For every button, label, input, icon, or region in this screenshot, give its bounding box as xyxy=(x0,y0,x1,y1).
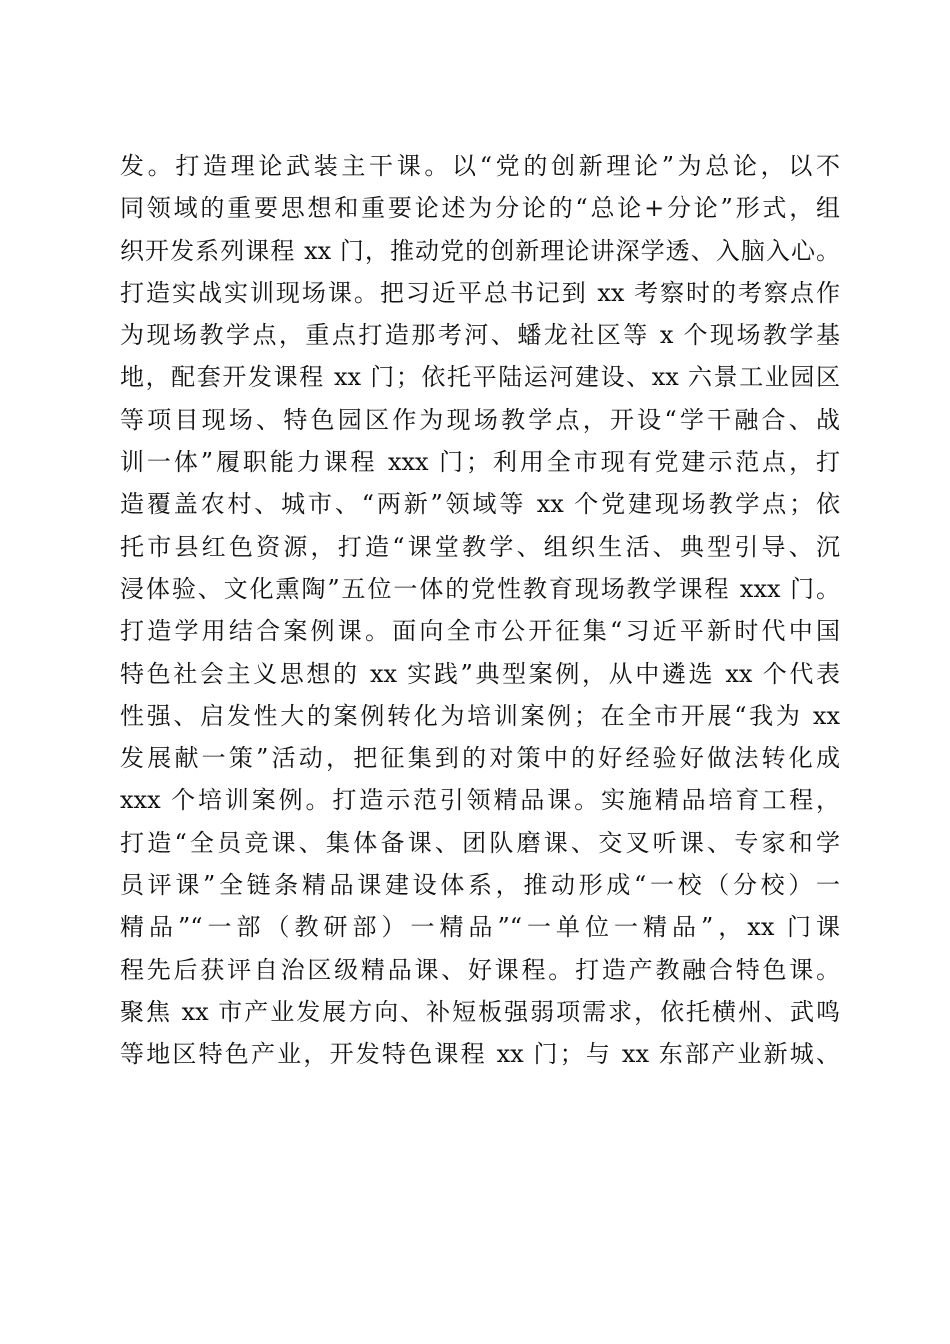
text-line-22: 等地区特色产业，开发特色课程 xx 门；与 xx 东部产业新城、 xyxy=(120,1040,840,1069)
text-line-11: 浸体验、文化熏陶”五位一体的党性教育现场教学课程 xxx 门。 xyxy=(120,574,840,603)
text-line-16: xxx 个培训案例。打造示范引领精品课。实施精品培育工程， xyxy=(120,786,840,815)
text-line-18: 员评课”全链条精品课建设体系，推动形成“一校（分校）一 xyxy=(120,871,840,900)
text-line-21: 聚焦 xx 市产业发展方向、补短板强弱项需求，依托横州、武鸣 xyxy=(120,997,840,1026)
text-line-17: 打造“全员竞课、集体备课、团队磨课、交叉听课、专家和学 xyxy=(120,828,840,857)
text-line-8: 训一体”履职能力课程 xxx 门；利用全市现有党建示范点，打 xyxy=(120,448,840,477)
text-line-3: 织开发系列课程 xx 门，推动党的创新理论讲深学透、入脑入心。 xyxy=(120,236,840,265)
text-line-6: 地，配套开发课程 xx 门；依托平陆运河建设、xx 六景工业园区 xyxy=(120,363,840,392)
text-line-7: 等项目现场、特色园区作为现场教学点，开设“学干融合、战 xyxy=(120,405,840,434)
body-paragraph xyxy=(120,145,840,1076)
text-line-20: 程先后获评自治区级精品课、好课程。打造产教融合特色课。 xyxy=(120,955,840,984)
text-line-2: 同领域的重要思想和重要论述为分论的“总论+分论”形式，组 xyxy=(120,194,840,223)
text-line-1: 发。打造理论武装主干课。以“党的创新理论”为总论，以不 xyxy=(120,152,840,180)
text-line-19: 精品”“一部（教研部）一精品”“一单位一精品”，xx 门课 xyxy=(120,913,840,942)
text-line-5: 为现场教学点，重点打造那考河、蟠龙社区等 x 个现场教学基 xyxy=(120,321,840,350)
text-line-14: 性强、启发性大的案例转化为培训案例；在全市开展“我为 xx xyxy=(120,701,840,730)
text-line-12: 打造学用结合案例课。面向全市公开征集“习近平新时代中国 xyxy=(120,617,840,646)
text-line-9: 造覆盖农村、城市、“两新”领域等 xx 个党建现场教学点；依 xyxy=(120,490,840,519)
text-line-4: 打造实战实训现场课。把习近平总书记到 xx 考察时的考察点作 xyxy=(120,278,840,307)
text-line-13: 特色社会主义思想的 xx 实践”典型案例，从中遴选 xx 个代表 xyxy=(120,659,840,688)
text-line-10: 托市县红色资源，打造“课堂教学、组织生活、典型引导、沉 xyxy=(120,532,840,561)
text-line-15: 发展献一策”活动，把征集到的对策中的好经验好做法转化成 xyxy=(120,744,840,773)
